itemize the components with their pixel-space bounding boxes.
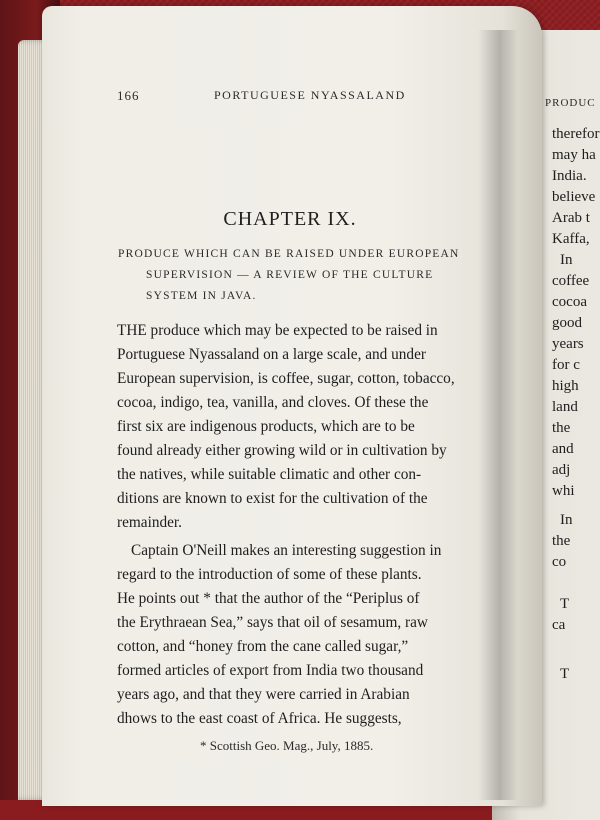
body-line: dhows to the east coast of Africa. He suggests, (117, 710, 402, 727)
right-line: may ha (552, 147, 596, 163)
subheading-line: SUPERVISION — A REVIEW OF THE CULTURE (146, 269, 434, 281)
right-line: for c (552, 357, 580, 373)
running-head-title: PORTUGUESE NYASSALAND (214, 88, 406, 102)
right-line: years (552, 336, 584, 352)
body-line: the Erythraean Sea,” says that oil of sesamum, raw (117, 614, 428, 631)
right-line: co (552, 554, 567, 570)
right-line: good (552, 315, 582, 331)
subheading-line: PRODUCE WHICH CAN BE RAISED UNDER EUROPEAN (118, 248, 460, 260)
body-line: years ago, and that they were carried in Arabian (117, 686, 410, 703)
body-line: Portuguese Nyassaland on a large scale, and under (117, 346, 426, 363)
body-line: He points out * that the author of the “Periplus of (117, 590, 420, 607)
right-line: India. (552, 168, 587, 184)
right-line: Arab t (552, 210, 590, 226)
right-line: high (552, 378, 579, 394)
right-line: In (560, 512, 573, 528)
body-line: first six are indigenous products, which are to be (117, 418, 415, 435)
right-line: believe (552, 189, 596, 205)
right-line: coffee (552, 273, 590, 289)
body-line: cotton, and “honey from the cane called sugar,” (117, 638, 409, 655)
body-line: THE produce which may be expected to be raised in (117, 322, 438, 339)
right-line: ca (552, 617, 566, 633)
right-line: the (552, 420, 571, 436)
body-line: Captain O'Neill makes an interesting suggestion in (131, 542, 442, 559)
right-line: therefor (552, 126, 600, 142)
body-line: cocoa, indigo, tea, vanilla, and cloves. Of these the (117, 394, 429, 411)
body-line: European supervision, is coffee, sugar, cotton, tobacco, (117, 370, 455, 387)
right-line: adj (552, 462, 571, 478)
page-number: 166 (117, 88, 140, 103)
right-line: T (560, 596, 570, 612)
right-line: T (560, 666, 570, 682)
right-line: the (552, 533, 571, 549)
body-line: the natives, while suitable climatic and other con- (117, 466, 422, 483)
right-line: land (552, 399, 578, 415)
body-line: remainder. (117, 514, 182, 531)
right-line: whi (552, 483, 575, 499)
subheading-line: SYSTEM IN JAVA. (146, 290, 257, 302)
body-line: regard to the introduction of some of these plants. (117, 566, 422, 583)
body-line: found already either growing wild or in cultivation by (117, 442, 447, 459)
footnote: * Scottish Geo. Mag., July, 1885. (200, 738, 374, 753)
right-line: Kaffa, (552, 231, 590, 247)
gutter-shadow (478, 30, 518, 800)
chapter-title: CHAPTER IX. (223, 208, 357, 230)
right-line: cocoa (552, 294, 587, 310)
body-line: ditions are known to exist for the cultivation of the (117, 490, 428, 507)
right-running-head: PRODUC (545, 97, 596, 109)
right-line: In (560, 252, 573, 268)
right-line: and (552, 441, 574, 457)
body-line: formed articles of export from India two thousand (117, 662, 424, 679)
